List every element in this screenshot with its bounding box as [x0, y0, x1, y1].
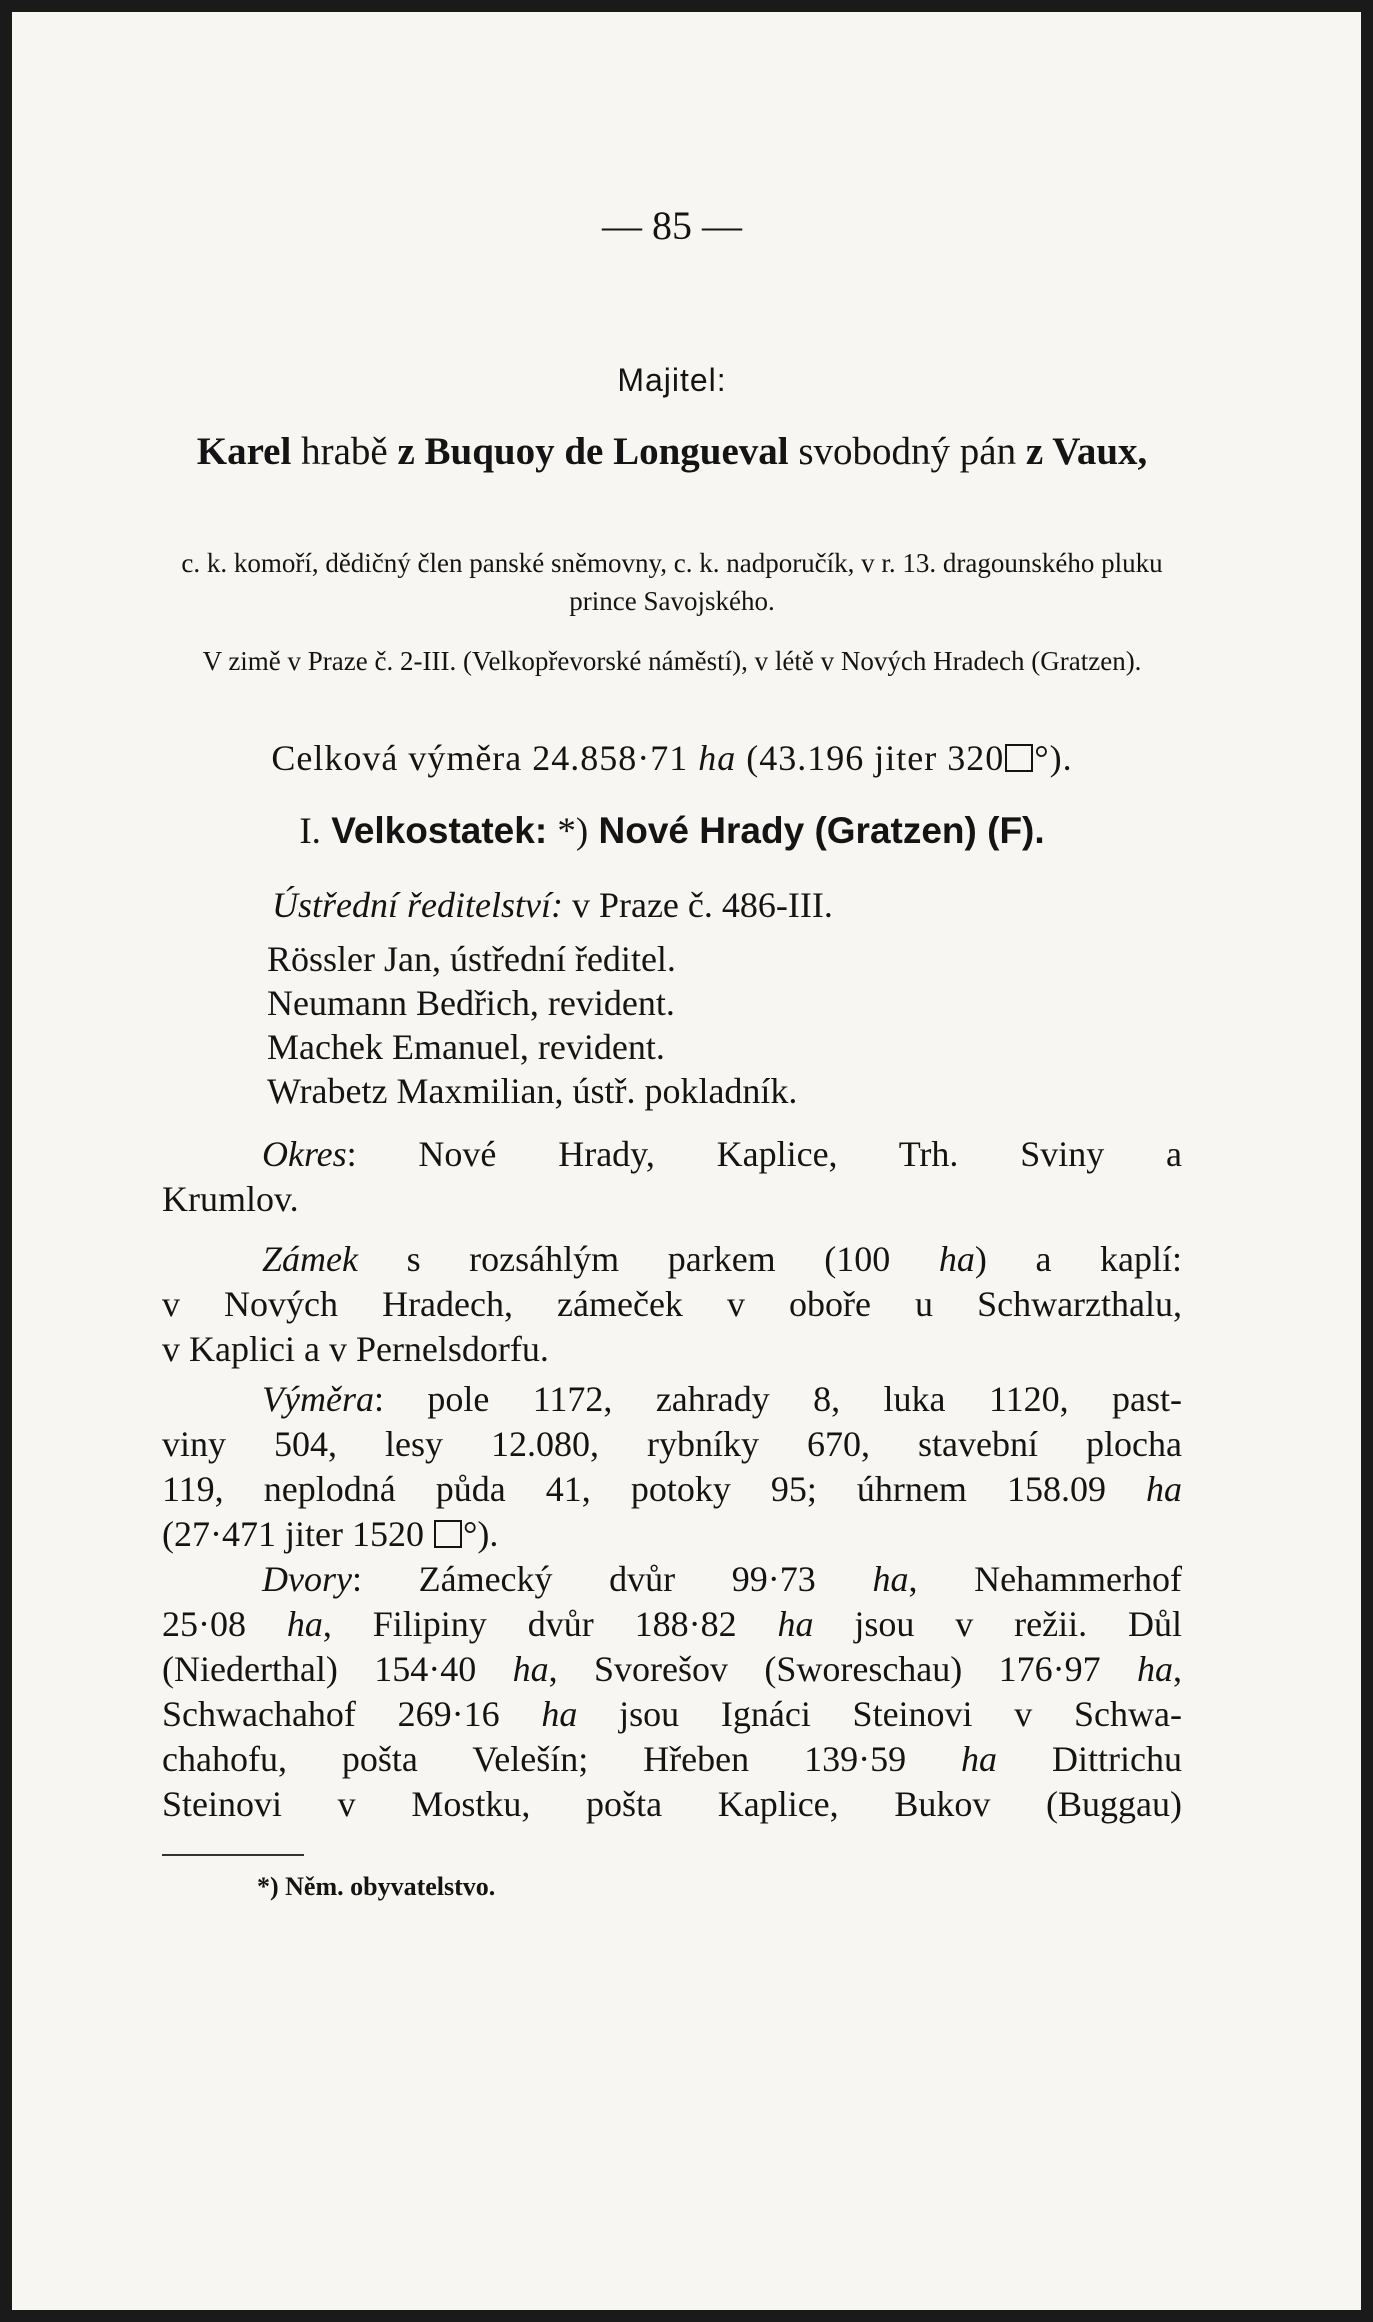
farms-text: , Filipiny dvůr 188·82: [322, 1604, 778, 1644]
area-label: Výměra: [262, 1379, 374, 1419]
estate-heading: [162, 810, 1182, 853]
castle-line-3: v Kaplici a v Pernelsdorfu.: [162, 1329, 549, 1369]
total-area-value: Celková výměra 24.858·71: [271, 738, 699, 778]
district-line-2: Krumlov.: [162, 1179, 299, 1219]
estate-number: I.: [299, 811, 321, 852]
area-line-1: [162, 1377, 1182, 1422]
area-line-2: viny 504, lesy 12.080, rybníky 670, stavební plocha: [162, 1424, 1182, 1464]
castle-label: Zámek: [262, 1239, 358, 1279]
farms-text: jsou Ignáci Steinovi v Schwa-: [577, 1694, 1182, 1734]
farms-text: Schwachahof 269·16: [162, 1694, 542, 1734]
staff-item: Wrabetz Maxmilian, ústř. pokladník.: [267, 1071, 798, 1111]
document-page: [12, 12, 1361, 2310]
farms-text: , Nehammerhof: [908, 1559, 1182, 1599]
central-office: [272, 884, 1072, 926]
total-area-unit: ha: [698, 738, 737, 778]
farms-unit: ha: [1137, 1649, 1173, 1689]
page-number: — 85 —: [602, 203, 742, 248]
square-fathom-icon: [434, 1520, 462, 1548]
owner-residence: V zimě v Praze č. 2-III. (Velkopřevorské náměstí), v létě v Nových Hradech (Gratzen).: [202, 646, 1142, 676]
castle-text-a: s rozsáhlým parkem (100: [357, 1239, 939, 1279]
owner-seat: z Vaux,: [1025, 430, 1148, 473]
area-unit: ha: [1146, 1469, 1182, 1509]
estate-label: Velkostatek:: [331, 810, 548, 851]
footnote: *) Něm. obyvatelstvo.: [257, 1872, 496, 1901]
area-line-4: [162, 1512, 1182, 1557]
district-label: Okres: [262, 1134, 347, 1174]
staff-item: Machek Emanuel, revident.: [267, 1027, 665, 1067]
castle-unit: ha: [938, 1239, 975, 1279]
farms-text: jsou v režii. Důl: [813, 1604, 1182, 1644]
farms-unit: ha: [961, 1739, 998, 1779]
estate-name: Nové Hrady (Gratzen) (F).: [598, 810, 1045, 851]
farms-unit: ha: [872, 1559, 909, 1599]
area-line-3: [162, 1467, 1182, 1512]
staff-list: [267, 937, 1167, 1113]
owner-title: hrabě: [291, 430, 398, 473]
central-office-label: Ústřední ředitelství:: [272, 885, 563, 925]
central-office-address: v Praze č. 486-III.: [562, 885, 833, 925]
owner-titles: c. k. komoří, dědičný člen panské sněmovny, c. k. nadporučík, v r. 13. dragounského pluku prince Savojského.: [181, 548, 1163, 616]
owner-rank: svobodný pán: [788, 430, 1026, 473]
farms-unit: ha: [541, 1694, 578, 1734]
farms-label: Dvory: [262, 1559, 352, 1599]
owner-first-name: Karel: [196, 430, 292, 473]
staff-item: Rössler Jan, ústřední ředitel.: [267, 939, 676, 979]
farms-unit: ha: [512, 1649, 549, 1689]
owner-heading: Majitel:: [617, 362, 727, 398]
area-text-4b: °).: [462, 1514, 499, 1554]
farms-line-3: [162, 1647, 1182, 1692]
owner-family-name: z Buquoy de Longueval: [397, 430, 789, 473]
farms-unit: ha: [777, 1604, 814, 1644]
farms-text: : Zámecký dvůr 99·73: [351, 1559, 873, 1599]
farms-text: ,: [1173, 1649, 1182, 1689]
staff-item: Neumann Bedřich, revident.: [267, 983, 675, 1023]
farms-unit: ha: [286, 1604, 323, 1644]
farms-line-4: [162, 1692, 1182, 1737]
farms-line-1: [162, 1557, 1182, 1602]
footnote-divider: [162, 1854, 304, 1856]
farms-text: 25·08: [162, 1604, 287, 1644]
total-area-jiter: (43.196 jiter 320: [736, 738, 1005, 778]
farms-line-2: [162, 1602, 1182, 1647]
district-line: [162, 1132, 1182, 1177]
castle-line-1: [162, 1237, 1182, 1282]
farms-text: chahofu, pošta Velešín; Hřeben 139·59: [162, 1739, 962, 1779]
castle-line-2: v Nových Hradech, zámeček v oboře u Schwarzthalu,: [162, 1284, 1182, 1324]
area-text-1: : pole 1172, zahrady 8, luka 1120, past-: [373, 1379, 1182, 1419]
area-text-4: (27·471 jiter 1520: [162, 1514, 433, 1554]
district-values: : Nové Hrady, Kaplice, Trh. Sviny a: [346, 1134, 1182, 1174]
farms-paragraph: [162, 1557, 1182, 1827]
castle-text-b: ) a kaplí:: [974, 1239, 1182, 1279]
footnote-marker: *): [557, 811, 589, 852]
farms-text: Dittrichu: [997, 1739, 1182, 1779]
owner-name: [162, 430, 1182, 474]
farms-line-6: Steinovi v Mostku, pošta Kaplice, Bukov (Buggau): [162, 1784, 1182, 1824]
castle-paragraph: [162, 1237, 1182, 1372]
farms-text: , Svorešov (Sworeschau) 176·97: [548, 1649, 1137, 1689]
area-text-3: 119, neplodná půda 41, potoky 95; úhrnem 158.09: [162, 1469, 1146, 1509]
total-area: [162, 737, 1182, 779]
total-area-tail: °).: [1034, 738, 1073, 778]
farms-text: (Niederthal) 154·40: [162, 1649, 513, 1689]
farms-line-5: [162, 1737, 1182, 1782]
district-paragraph: [162, 1132, 1182, 1222]
square-fathom-icon: [1005, 744, 1033, 772]
area-paragraph: [162, 1377, 1182, 1557]
